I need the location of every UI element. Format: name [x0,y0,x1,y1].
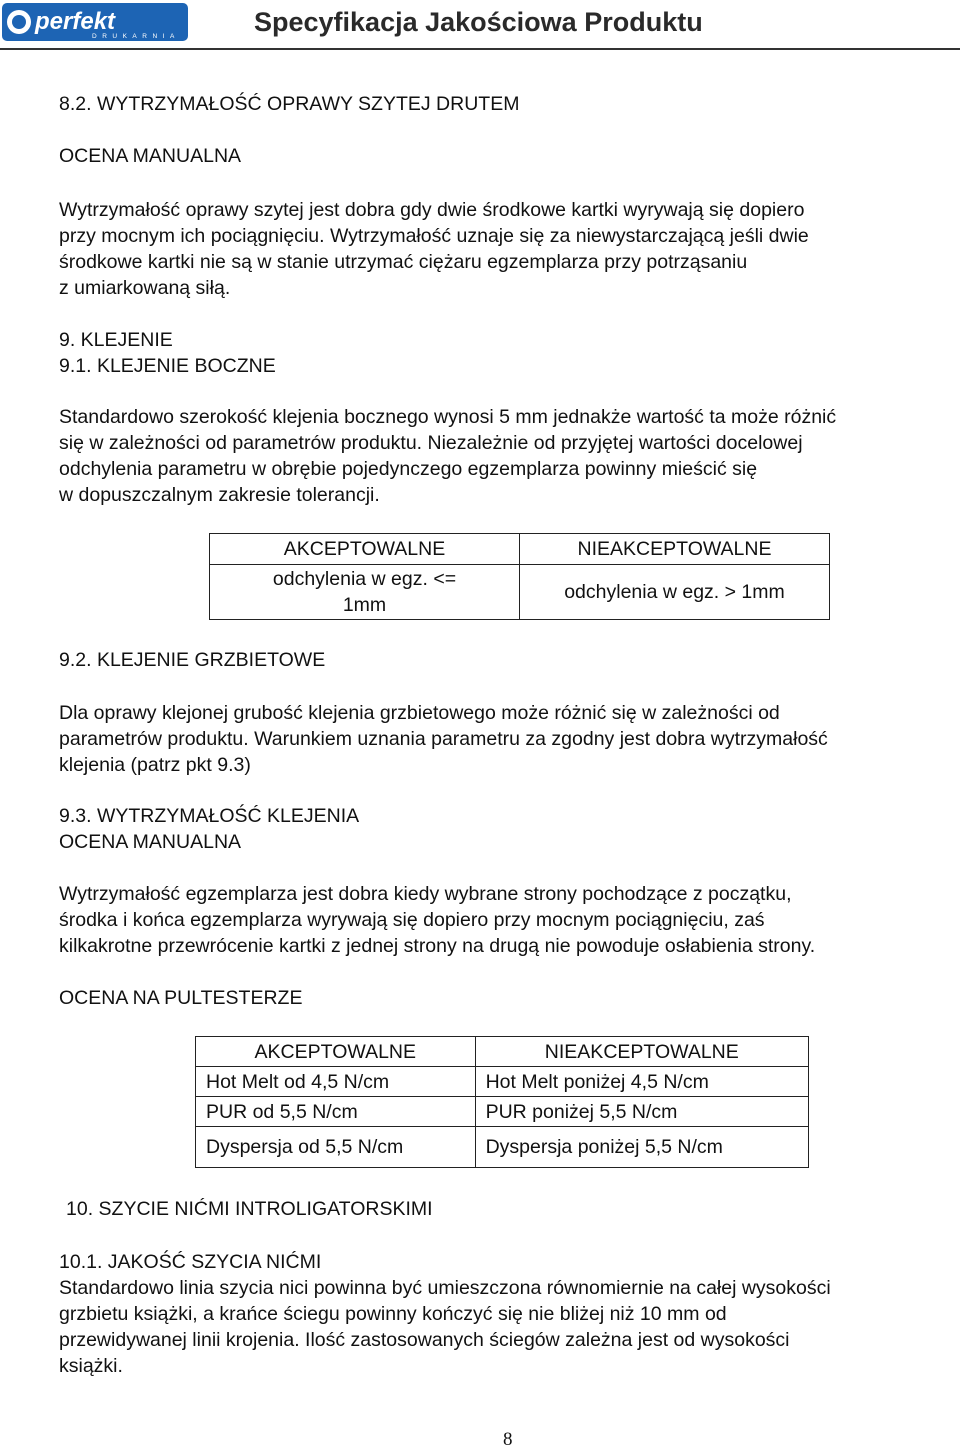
paragraph-line: Wytrzymałość oprawy szytej jest dobra gdy dwie środkowe kartki wyrywają się dopiero [59,199,805,221]
table-header-reject: NIEAKCEPTOWALNE [475,1037,808,1067]
table-header-reject: NIEAKCEPTOWALNE [520,534,830,565]
header-divider [0,48,960,50]
paragraph-line: środkowe kartki nie są w stanie utrzymać ciężaru egzemplarza przy potrząsaniu [59,251,748,273]
paragraph-line: Standardowo linia szycia nici powinna być umieszczona równomiernie na całej wysokości [59,1277,831,1299]
logo-wordmark: perfekt [35,8,116,35]
section-8-2-heading: 8.2. WYTRZYMAŁOŚĆ OPRAWY SZYTEJ DRUTEM [59,93,520,115]
section-9-3-method-2: OCENA NA PULTESTERZE [59,987,303,1009]
section-8-2-method: OCENA MANUALNA [59,145,242,167]
logo-subtext: DRUKARNIA [92,33,180,40]
table-header-accept: AKCEPTOWALNE [196,1037,476,1067]
paragraph-line: parametrów produktu. Warunkiem uznania parametru za zgodny jest dobra wytrzymałość [59,728,828,750]
section-9-3-method: OCENA MANUALNA [59,831,242,853]
page-number: 8 [503,1429,513,1450]
table-header-accept: AKCEPTOWALNE [210,534,520,565]
document-title: Specyfikacja Jakościowa Produktu [254,7,703,37]
table-cell-accept [210,565,520,620]
paragraph-line: książki. [59,1355,123,1377]
paragraph-line: środka i końca egzemplarza wyrywają się dopiero przy mocnym pociągnięciu, zaś [59,909,765,931]
table-cell: Hot Melt poniżej 4,5 N/cm [475,1067,808,1097]
section-9-1-heading: 9.1. KLEJENIE BOCZNE [59,355,276,377]
paragraph-line: przy mocnym ich pociągnięciu. Wytrzymałość uznaje się za niewystarczającą jeśli dwie [59,225,809,247]
paragraph-line: w dopuszczalnym zakresie tolerancji. [59,484,380,506]
table-cell: Dyspersja od 5,5 N/cm [196,1127,476,1168]
pulltester-results-table [195,1036,809,1168]
table-cell: Hot Melt od 4,5 N/cm [196,1067,476,1097]
table-cell: Dyspersja poniżej 5,5 N/cm [475,1127,808,1168]
paragraph-line: Wytrzymałość egzemplarza jest dobra kiedy wybrane strony pochodzące z początku, [59,883,792,905]
section-10-1-heading: 10.1. JAKOŚĆ SZYCIA NIĆMI [59,1251,322,1273]
section-9-2-heading: 9.2. KLEJENIE GRZBIETOWE [59,649,326,671]
table-cell: PUR od 5,5 N/cm [196,1097,476,1127]
perfekt-logo [2,3,188,41]
paragraph-line: się w zależności od parametrów produktu. Niezależnie od przyjętej wartości docelowej [59,432,803,454]
paragraph-line: kilkakrotne przewrócenie kartki z jednej strony na drugą nie powoduje osłabienia strony. [59,935,816,957]
accept-line-2: 1mm [342,594,387,616]
section-9-heading: 9. KLEJENIE [59,329,173,351]
paragraph-line: z umiarkowaną siłą. [59,277,231,299]
accept-line-1: odchylenia w egz. <= [272,568,457,590]
paragraph-line: klejenia (patrz pkt 9.3) [59,754,251,776]
paragraph-line: odchylenia parametru w obrębie pojedynczego egzemplarza powinny mieścić się [59,458,758,480]
paragraph-line: grzbietu książki, a krańce ściegu powinny kończyć się nie bliżej niż 10 mm od [59,1303,727,1325]
paragraph-line: przewidywanej linii krojenia. Ilość zastosowanych ściegów zależna jest od wysokości [59,1329,790,1351]
section-9-3-heading: 9.3. WYTRZYMAŁOŚĆ KLEJENIA [59,805,360,827]
table-cell: PUR poniżej 5,5 N/cm [475,1097,808,1127]
paragraph-line: Standardowo szerokość klejenia bocznego wynosi 5 mm jednakże wartość ta może różnić [59,406,837,428]
paragraph-line: Dla oprawy klejonej grubość klejenia grzbietowego może różnić się w zależności od [59,702,780,724]
side-gluing-tolerance-table [209,533,830,620]
table-cell-reject: odchylenia w egz. > 1mm [520,565,830,620]
section-10-heading: 10. SZYCIE NIĆMI INTROLIGATORSKIMI [66,1198,433,1220]
